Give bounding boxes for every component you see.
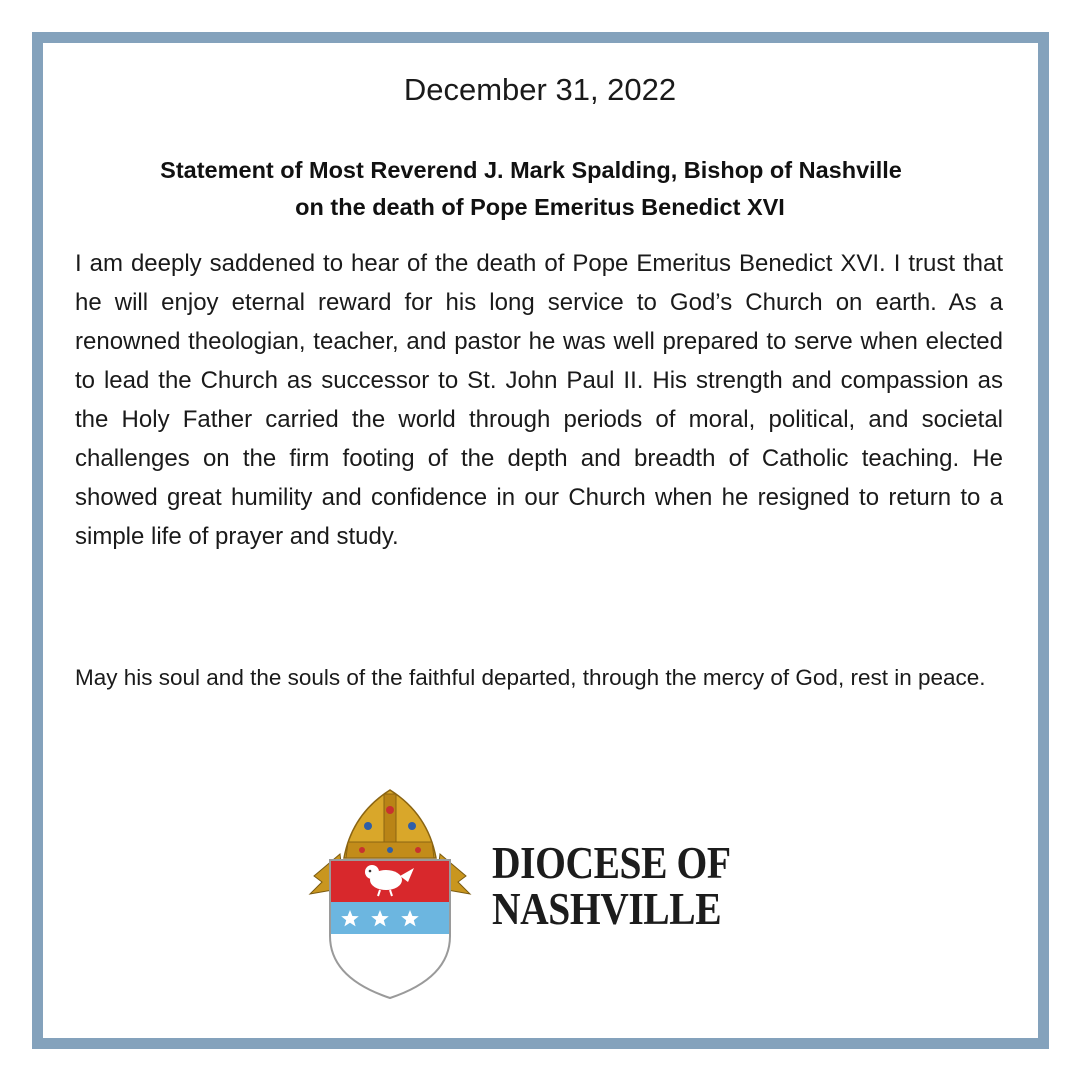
diocese-logo (300, 784, 780, 1000)
statement-closing: May his soul and the souls of the faithful departed, through the mercy of God, rest in peace. (75, 665, 986, 690)
wordmark-line-1: DIOCESE OF (492, 837, 731, 888)
diocese-wordmark (492, 837, 731, 934)
statement-title-line-2: on the death of Pope Emeritus Benedict XVI (295, 194, 785, 220)
diocese-coat-of-arms-icon (300, 784, 480, 1000)
statement-title-line-1: Statement of Most Reverend J. Mark Spalding, Bishop of Nashville (160, 157, 902, 183)
wordmark-line-2: NASHVILLE (492, 883, 722, 934)
statement-title (60, 152, 1020, 226)
statement-body: I am deeply saddened to hear of the death of Pope Emeritus Benedict XVI. I trust that he will enjoy eternal reward for his long service to God’s Church on earth. As a renowned theologian, teacher, and pastor he was well prepared to serve when elected to lead the Church as successor to St. John Paul II. His strength and compassion as the Holy Father carried the world through periods of moral, political, and societal challenges on the firm footing of the depth and breadth of Catholic teaching. He showed great humility and confidence in our Church when he resigned to return to a simple life of prayer and study. (75, 250, 1003, 550)
statement-date: December 31, 2022 (403, 72, 677, 107)
